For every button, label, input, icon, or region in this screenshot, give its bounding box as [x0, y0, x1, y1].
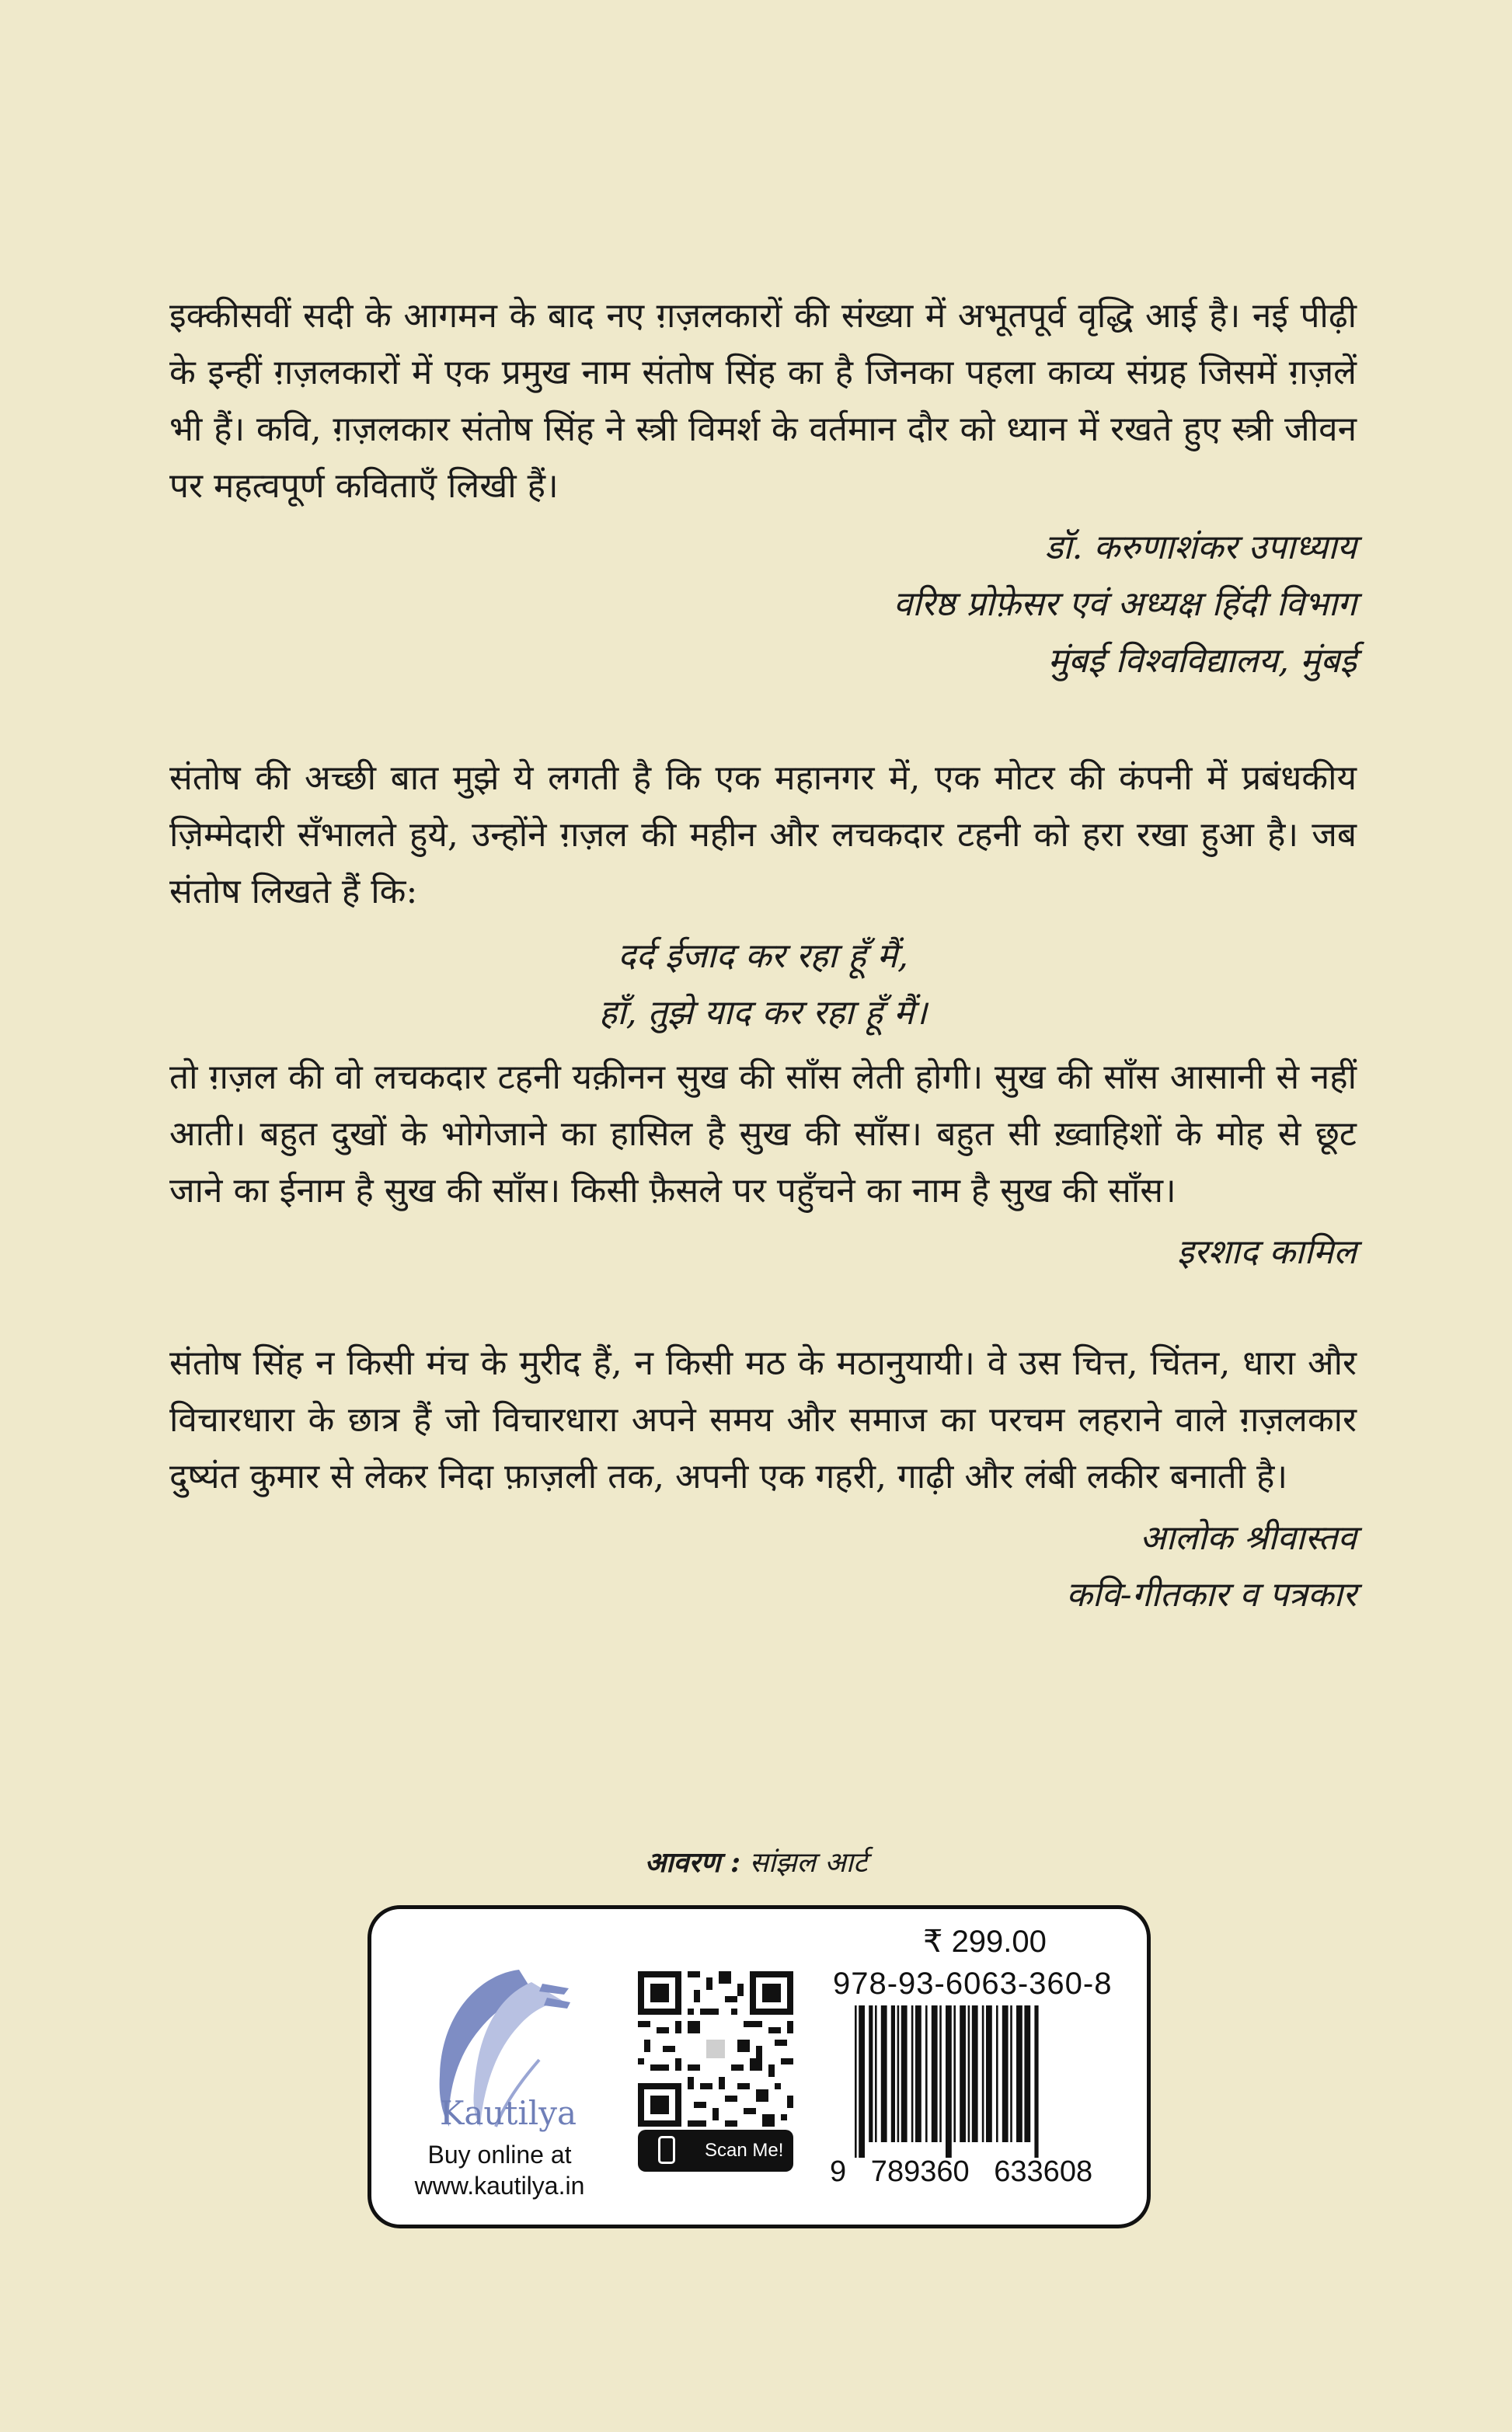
barcode-bar	[855, 2005, 857, 2158]
phone-icon	[658, 2136, 675, 2164]
qr-code-icon[interactable]	[638, 1971, 793, 2127]
couplet-line-2: हाँ, तुझे याद कर रहा हूँ मैं।	[598, 993, 928, 1033]
blurbs-section	[169, 287, 1357, 1623]
scan-me-label: Scan Me!	[705, 2140, 784, 2161]
blurb-3-text: संतोष सिंह न किसी मंच के मुरीद हैं, न किसी मठ के मठानुयायी। वे उस चित्त, चिंतन, धारा और विचारधारा के छात्र हैं जो विचारधारा अपने समय और समाज का परचम लहराने वाले ग़ज़लकार दुष्यंत कुमार से लेकर निदा फ़ाज़ली तक, अपनी एक गहरी, गाढ़ी और लंबी लकीर बनाती है।	[169, 1343, 1357, 1496]
blurb-2-author: इरशाद कामिल	[1177, 1232, 1357, 1272]
barcode-bar	[881, 2005, 887, 2142]
barcode-bar	[891, 2005, 895, 2142]
blurb-3-designation: कवि-गीतकार व पत्रकार	[1066, 1575, 1357, 1615]
barcode-bar	[875, 2005, 877, 2142]
buy-link[interactable]: www.kautilya.in	[414, 2172, 585, 2200]
publisher-info-box	[368, 1905, 1151, 2228]
barcode-bar	[901, 2005, 908, 2142]
blurb-1-affiliation: मुंबई विश्वविद्यालय, मुंबई	[1047, 641, 1357, 681]
cover-credit-artist: सांझल आर्ट	[749, 1847, 868, 1879]
barcode-bar	[925, 2005, 928, 2142]
blurb-2-couplet	[169, 928, 1357, 1041]
blurb-3-attribution	[169, 1510, 1357, 1623]
barcode-bar	[982, 2005, 984, 2142]
barcode-bar	[996, 2005, 998, 2142]
barcode-bar	[946, 2005, 952, 2158]
barcode-bar	[968, 2005, 970, 2142]
book-price: ₹ 299.00	[923, 1925, 1047, 1959]
barcode-bar	[1016, 2005, 1023, 2142]
barcode-bar	[1010, 2005, 1012, 2142]
buy-online	[402, 2139, 597, 2201]
blurb-1-text: इक्कीसवीं सदी के आगमन के बाद नए ग़ज़लकारों की संख्या में अभूतपूर्व वृद्धि आई है। नई पीढ़ी के इन्हीं ग़ज़लकारों में एक प्रमुख नाम संतोष सिंह का है जिनका पहला काव्य संग्रह जिसमें ग़ज़लें भी हैं। कवि, ग़ज़लकार संतोष सिंह ने स्त्री विमर्श के वर्तमान दौर को ध्यान में रखते हुए स्त्री जीवन पर महत्वपूर्ण कविताएँ लिखी हैं।	[169, 296, 1357, 506]
couplet-line-1: दर्द ईजाद कर रहा हूँ मैं,	[618, 936, 908, 976]
blurb-3-author: आलोक श्रीवास्तव	[1139, 1518, 1357, 1558]
barcode-bar	[869, 2005, 873, 2142]
scan-me-button[interactable]	[638, 2130, 793, 2172]
barcode-bar	[1034, 2005, 1038, 2158]
blurb-1-designation: वरिष्ठ प्रोफ़ेसर एवं अध्यक्ष हिंदी विभाग	[893, 584, 1357, 624]
barcode-digits: 9 789360 633608	[830, 2155, 1093, 2188]
blurb-2-attribution	[169, 1224, 1357, 1280]
barcode-bar	[915, 2005, 921, 2142]
barcode-bar	[953, 2005, 956, 2142]
barcode-bar	[1024, 2005, 1030, 2142]
barcode-bar	[986, 2005, 992, 2142]
barcode-bar	[859, 2005, 865, 2158]
barcode-bar	[911, 2005, 914, 2142]
barcode-bar	[939, 2005, 942, 2142]
barcode-bar	[972, 2005, 978, 2142]
barcode-bar	[1002, 2005, 1009, 2142]
buy-line-1: Buy online at	[427, 2141, 572, 2169]
barcode-bar	[960, 2005, 966, 2142]
barcode-bar	[897, 2005, 900, 2142]
cover-credit	[0, 1843, 1512, 1883]
cover-credit-label: आवरण :	[644, 1846, 741, 1879]
blurb-1-attribution	[169, 519, 1357, 689]
blurb-2-text-before: संतोष की अच्छी बात मुझे ये लगती है कि एक महानगर में, एक मोटर की कंपनी में प्रबंधकीय ज़िम्मेदारी सँभालते हुये, उन्होंने ग़ज़ल की महीन और लचकदार टहनी को हरा रखा हुआ है। जब संतोष लिखते हैं कि:	[169, 758, 1357, 911]
isbn-number: 978-93-6063-360-8	[833, 1967, 1113, 2001]
barcode-bar	[932, 2005, 938, 2142]
blurb-2-text-after: तो ग़ज़ल की वो लचकदार टहनी यक़ीनन सुख की साँस लेती होगी। सुख की साँस आसानी से नहीं आती। बहुत दुखों के भोगेजाने का हासिल है सुख की साँस। बहुत सी ख़्वाहिशों के मोह से छूट जाने का ईनाम है सुख की साँस। किसी फ़ैसले पर पहुँचने का नाम है सुख की साँस।	[169, 1057, 1357, 1211]
publisher-brand: Kautilya	[440, 2094, 577, 2132]
isbn-barcode	[852, 2005, 1119, 2158]
blurb-1-author: डॉ. करुणाशंकर उपाध्याय	[1044, 528, 1357, 567]
